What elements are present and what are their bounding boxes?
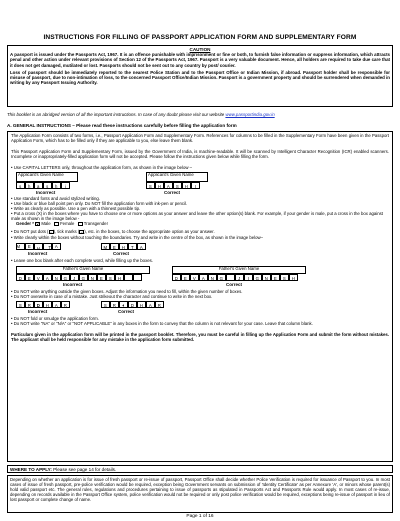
ex3-caption-correct: Correct: [226, 282, 243, 287]
gender-example: [16, 221, 110, 226]
cell: J: [70, 274, 80, 281]
cell: h: [25, 182, 35, 189]
gi-bullet-pen: • Use black or blue ball point pen only. Do NOT fill the application form with ink-pen or pencil.: [11, 201, 188, 206]
dot-example-icon: •: [50, 230, 52, 235]
ex4-caption-correct: Correct: [118, 309, 135, 314]
ex3-cells-correct: [172, 274, 298, 281]
abridged-note: [7, 112, 275, 117]
gender-option-male: Male: [41, 221, 51, 226]
cell: T: [43, 243, 53, 250]
cell: E: [25, 243, 35, 250]
cell: I: [191, 182, 201, 189]
caution-heading: CAUTION: [189, 47, 211, 52]
ex1-cells-incorrect: [16, 182, 70, 189]
cell: H: [34, 243, 44, 250]
cell: A: [137, 243, 147, 250]
police-verification-box: Depending on whether an application is for issue of fresh passport or re-issue of passport, Passport Office shall decide whether Police Verification is required for issuance of Passport to you. In most cases of issue of fresh passport, pre-police verification would be required, exception being Government servants on submission of 'Identity Certificate' as per Annexure 'A', or minors whose parent(s) hold valid passport etc. The general rules, regulations and procedures pertaining to issue of passports as stipulated in Passports Act and Passports Rule would apply. In most cases of re-issue, depending on records available in the Passport Office system, police verification would not be required or only post police verification would be required, exceptions being re-issue of passport in lieu of lost passport or complete change of name.: [7, 475, 393, 513]
ex1-label-incorrect: Applicant's Given Name: [16, 172, 78, 182]
cell: E: [25, 274, 35, 281]
cell: D: [34, 301, 44, 308]
cell: E: [271, 274, 281, 281]
website-link[interactable]: www.passportindia.gov.in: [225, 112, 275, 117]
gi-bullet-blank-box: • Leave one box blank after each complete word, while filling up the boxes.: [11, 258, 153, 263]
ex2-cells-correct: [101, 243, 146, 250]
gi-bullet-within-boxes: • Write clearly within the boxes without touching the boundaries. Try and write in the centre of the box, as shown in the image below–: [11, 235, 263, 240]
checkbox-transgender: [78, 222, 83, 226]
caution-box: [7, 45, 393, 107]
section-a-heading: A. GENERAL INSTRUCTIONS – Please read these instructions carefully before filling the application form: [7, 123, 237, 128]
cell: V: [190, 274, 200, 281]
gi-bullet-na: • Do NOT write "NA" or "N/A" or "NOT APPLICABLE" in any boxes in the form to convey that the column is not relevant for your case. Leave that column blank.: [11, 321, 313, 326]
cell: i: [61, 182, 71, 189]
cell: H: [43, 301, 53, 308]
cell: S: [101, 301, 111, 308]
cell: D: [16, 274, 26, 281]
cell: s: [43, 182, 53, 189]
abridged-text: This booklet is an abridged version of all the important instructions. In case of any doubt please visit our website: [7, 112, 226, 117]
cell: I: [244, 274, 254, 281]
cell: T: [128, 243, 138, 250]
cell: N: [208, 274, 218, 281]
cell: E: [181, 274, 191, 281]
gi-bullet-clear: • Write as clearly as possible. Use a pen with a thinnest possible tip.: [11, 206, 141, 211]
cell: H: [155, 182, 165, 189]
no-dots-text-2: ), tick marks (: [53, 229, 80, 234]
page-title: INSTRUCTIONS FOR FILLING OF PASSPORT APPLICATION FORM AND SUPPLEMENTARY FORM: [43, 34, 357, 41]
cell: N: [262, 274, 272, 281]
cell: G: [253, 274, 263, 281]
cell: M: [16, 243, 26, 250]
cell: R: [155, 301, 165, 308]
checkbox-male: X: [36, 222, 39, 227]
ex1-caption-incorrect: Incorrect: [36, 190, 56, 195]
cell: A: [52, 243, 62, 250]
cell: s: [16, 182, 26, 189]
cell: J: [235, 274, 245, 281]
cell: S: [146, 182, 156, 189]
cell: A: [43, 274, 53, 281]
cell: A: [52, 301, 62, 308]
checkbox-female: [54, 222, 59, 226]
ex4-caption-incorrect: Incorrect: [28, 309, 48, 314]
cell: D: [128, 301, 138, 308]
cell: R: [61, 301, 71, 308]
page-number: Page 1 of 16: [186, 514, 214, 519]
ex2-caption-incorrect: Incorrect: [28, 251, 48, 256]
no-dots-text-3: ), etc. in the boxes, to choose the appropriate option as your answer.: [84, 229, 215, 234]
cell: A: [199, 274, 209, 281]
cell: G: [61, 274, 71, 281]
cell: H: [182, 182, 192, 189]
cell: N: [52, 274, 62, 281]
cell: G: [79, 274, 89, 281]
gender-option-transgender: Transgender: [83, 221, 109, 226]
cell: S: [106, 274, 116, 281]
cell: N: [88, 274, 98, 281]
cell: I: [119, 301, 129, 308]
cell: R: [110, 301, 120, 308]
cell: D: [172, 274, 182, 281]
caution-para-2: Loss of passport should be immediately reported to the nearest Police Station and to the Passport Office or Indian Mission, if abroad. Passport holder shall be responsible for misuse of passport, due to non-intimation of loss, to the concerned Passport Office/Indian Mission. Passport is a government property and should be surrendered when demanded in writing by any Passport Issuing Authority.: [10, 69, 390, 86]
general-instructions-box: [7, 131, 393, 462]
cell: S: [173, 182, 183, 189]
cell: V: [34, 274, 44, 281]
ex4-cells-correct: [101, 301, 164, 308]
cell: A: [146, 301, 156, 308]
where-label: WHERE TO APPLY:: [10, 467, 52, 472]
ex3-caption-incorrect: Incorrect: [63, 282, 83, 287]
cell: S: [280, 274, 290, 281]
gi-bullet-outside: • Do NOT write anything outside the given boxes. Adjust the information you need to fill, within the given number of boxes.: [11, 289, 243, 294]
gi-bullet-fold: • Do NOT fold or smudge the application form.: [11, 316, 99, 321]
gi-para-2: This Passport Application Form and Supplementary Form, issued by the Government of India, is machine-readable. It will be scanned by Intelligent Character Recognition (ICR) enabled scanners. Incomplete or inappropriately-filled application form will not be accepted. Please follow the instructions given below while filling the form.: [11, 149, 389, 160]
ex1-caption-correct: Correct: [164, 190, 181, 195]
no-dots-text-1: • Do NOT put dots (: [11, 229, 49, 234]
where-text: Please see page 14 for details.: [51, 467, 117, 472]
gender-option-female: Female: [60, 221, 75, 226]
cell: R: [25, 301, 35, 308]
cell: H: [115, 274, 125, 281]
cell: H: [289, 274, 299, 281]
ex1-cells-correct: [146, 182, 200, 189]
cell: A: [164, 182, 174, 189]
caution-para-1: A passport is issued under the Passports Act, 1967. It is an offence punishable with imprisonment or fine or both, to furnish false information or suppress information, which attracts penal and other action under relevant provisions of Section 12 of the Passports Act, 1967. Passport is a very valuable document. Hence, all holders are required to take due care that it does not get damaged, mutilated or lost. Passports should not be sent out to any country by post/ courier.: [10, 52, 390, 68]
gender-label: Gender *: [16, 221, 34, 226]
cell: H: [119, 243, 129, 250]
ex3-cells-incorrect: [16, 274, 142, 281]
ex2-cells-incorrect: [16, 243, 61, 250]
gi-bullet-cross: • Put a cross (X) in the boxes where you have to choose one or more options as your answer and leave the other option(s) blank. For example, if your gender is male, put a cross in the box against male as shown in the image below -: [11, 211, 383, 222]
ex4-cells-incorrect: [16, 301, 70, 308]
cell: E: [97, 274, 107, 281]
cell: S: [16, 301, 26, 308]
ex3-label-incorrect: Father's Given Name: [16, 266, 150, 274]
gi-para-1: The Application Form consists of two forms, i.e., Passport Application Form and Supplementary Form. References for columns to be filled in the Supplementary Form have been given in the Passport Application Form, which has to be filled only if they are applicable to you, else leave them blank.: [11, 133, 389, 144]
cell: E: [110, 243, 120, 250]
gi-bullet-overwrite: • Do NOT overwrite in case of a mistake. Just strikeout the character and continue to write in the next box.: [11, 294, 213, 299]
tick-example-icon: ✓: [80, 230, 84, 235]
gi-particulars-note: Particulars given in the application form will be printed in the passport booklet. Therefore, you must be careful in filling up the Application Form and submit the form without mistakes. The applicant shall be held responsible for any mistake in the application form submitted.: [11, 332, 389, 343]
cell: a: [34, 182, 44, 189]
ex2-caption-correct: Correct: [113, 251, 130, 256]
cell: [133, 274, 143, 281]
gi-bullet-fonts: • Use standard fonts and avoid stylized writing.: [11, 196, 100, 201]
cell: h: [52, 182, 62, 189]
gi-bullet-no-dots: [11, 229, 389, 234]
where-to-apply: [7, 465, 393, 473]
cell: G: [217, 274, 227, 281]
gi-bullet-capitals: • Use CAPITAL LETTERS only, throughout the application form, as shown in the image below –: [11, 165, 193, 170]
ex1-label-correct: Applicant's Given Name: [146, 172, 208, 182]
cell: H: [137, 301, 147, 308]
ex3-label-correct: Father's Given Name: [172, 266, 306, 274]
cell: M: [101, 243, 111, 250]
